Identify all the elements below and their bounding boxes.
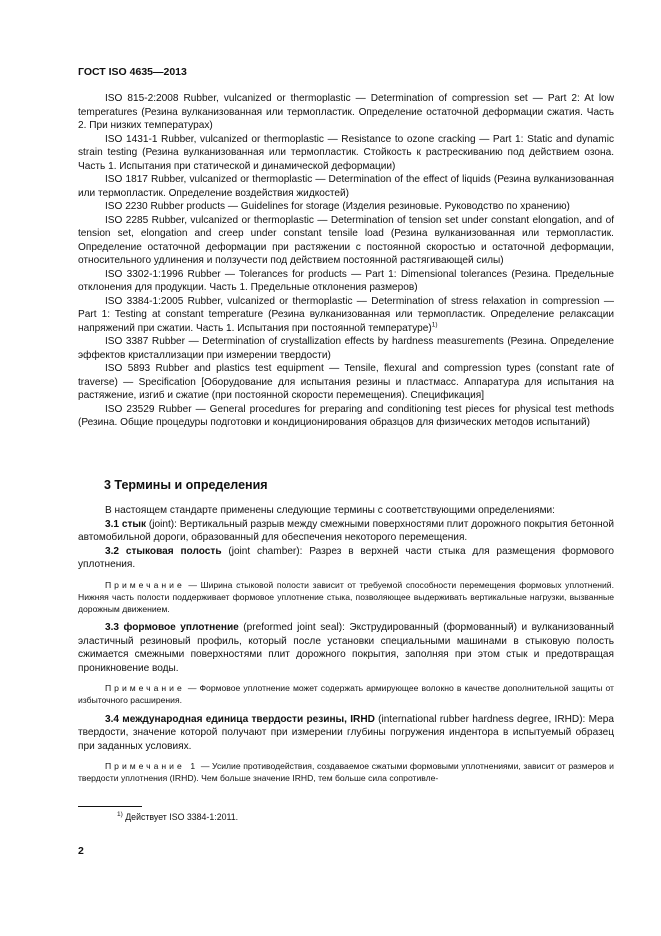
reference-item: ISO 5893 Rubber and plastics test equipment — Tensile, flexural and compression types (constant rate of traverse) — Specification [Оборудование для испытания резины и пластмасс. Аппаратура для испытания на растяжение, изгиб и сжатие (при постоянной скорости перемещения). Спецификация] — [78, 363, 614, 401]
term-3-2 — [78, 545, 614, 572]
reference-item: ISO 815-2:2008 Rubber, vulcanized or thermoplastic — Determination of compression set — Part 2: At low temperatures (Резина вулканизованная или термопластик. Определение остаточной деформации сжатия. Часть 2. При низких температурах) — [78, 93, 614, 131]
term-3-1 — [78, 518, 614, 545]
term-definition: (joint chamber): Разрез в верхней части стыка для размещения формового уплотнения. — [78, 545, 614, 570]
section-intro: В настоящем стандарте применены следующие термины с соответствующими определениями: — [105, 505, 555, 516]
page-number: 2 — [78, 845, 84, 857]
term-definition: (international rubber hardness degree, IRHD): Мера твердости, значение которой получают при измерении глубины погружения индентора в испытуемый образец при заданных условиях. — [78, 713, 614, 752]
note-3-3 — [78, 682, 614, 706]
reference-item: ISO 1431-1 Rubber, vulcanized or thermoplastic — Resistance to ozone cracking — Part 1: Static and dynamic strain testing (Резина вулканизованная или термопластик. Стойкость к растрескиванию под действием озона. Часть 1. Испытания при статической и динамической деформации) — [78, 133, 614, 172]
term-heading: 3.3 формовое уплотнение — [105, 622, 239, 634]
reference-item: ISO 2230 Rubber products — Guidelines for storage (Изделия резиновые. Руководство по хранению) — [105, 201, 570, 212]
note-text: — Ширина стыковой полости зависит от требуемой способности перемещения формовых уплотнений. Нижняя часть полости поддерживает формовое уплотнение стыка, позволяющее выдерживать вертикальные нагрузки, вызванные дорожным движением. — [78, 579, 614, 614]
note-label: Примечание — [105, 683, 185, 694]
reference-item: ISO 1817 Rubber, vulcanized or thermoplastic — Determination of the effect of liquids (Резина вулканизованная или термопластик. Определение воздействия жидкостей) — [78, 174, 614, 199]
document-header: ГОСТ ISO 4635—2013 — [78, 66, 187, 78]
reference-item: ISO 3387 Rubber — Determination of crystallization effects by hardness measurements (Резина. Определение эффектов кристаллизации при измерении твердости) — [78, 336, 614, 361]
term-definition: (joint): Вертикальный разрыв между смежными поверхностями плит дорожного покрытия бетонной автомобильной дороги, образованный для обеспечения некоторого перемещения. — [78, 518, 614, 543]
reference-item: ISO 23529 Rubber — General procedures for preparing and conditioning test pieces for physical test methods (Резина. Общие процедуры подготовки и кондиционирования образцов для физических методов испытаний) — [78, 403, 614, 428]
footnote-divider — [78, 806, 142, 807]
term-definition: (preformed joint seal): Экструдированный (формованный) и вулканизованный эластичный резиновый профиль, который после установки специальными машинами в стыковую полость сжимается смежными поверхностями плит дорожного покрытия, заполняя при этом стык и предотвращая проникновение воды. — [78, 622, 614, 674]
footnote-marker: 1) — [431, 321, 438, 329]
note-text: — Усилие противодействия, создаваемое сжатыми формовыми уплотнениями, зависит от размеров и твердости уплотнения (IRHD). Чем больше значение IRHD, тем больше сила сопротивле- — [78, 761, 614, 784]
note-label: Примечание — [105, 579, 185, 590]
term-heading: 3.4 международная единица твердости резины, IRHD — [105, 713, 375, 725]
reference-text: ISO 3384-1:2005 Rubber, vulcanized or thermoplastic — Determination of stress relaxation in compression — Part 1: Testing at constant temperature (Резина вулканизованная или термопластик. Определение релаксации напряжений при сжатии. Часть 1. Испытания при постоянной температуре) — [78, 295, 614, 334]
note-text: — Формовое уплотнение может содержать армирующее волокно в качестве дополнительной защиты от избыточного расширения. — [78, 683, 614, 706]
term-3-4 — [78, 713, 614, 754]
terms-definitions — [78, 504, 614, 784]
normative-references — [78, 92, 614, 430]
term-heading: 3.2 стыковая полость — [105, 545, 222, 557]
reference-item: ISO 3302-1:1996 Rubber — Tolerances for products — Part 1: Dimensional tolerances (Резина. Предельные отклонения для продукции. Часть 1. Предельные отклонения размеров) — [78, 268, 614, 293]
note-3-4 — [78, 760, 614, 784]
term-heading: 3.1 стык — [105, 518, 147, 530]
section-title: 3 Термины и определения — [104, 478, 268, 492]
footnote-marker: 1) — [117, 811, 123, 819]
note-3-2 — [78, 579, 614, 616]
footnote — [117, 812, 238, 822]
term-3-3 — [78, 621, 614, 675]
note-label: Примечание 1 — [105, 761, 199, 772]
reference-item-3384 — [78, 295, 614, 336]
footnote-text: Действует ISO 3384-1:2011. — [122, 812, 239, 822]
reference-item: ISO 2285 Rubber, vulcanized or thermoplastic — Determination of tension set under constant elongation, and of tension set, elongation and creep under constant tensile load (Резина вулканизованная или термопластик. Определение остаточной деформации при растяжении с постоянной скоростью и остаточной деформации, относительного удлинения и ползучести под действием постоянной растягивающей силы) — [78, 214, 614, 266]
